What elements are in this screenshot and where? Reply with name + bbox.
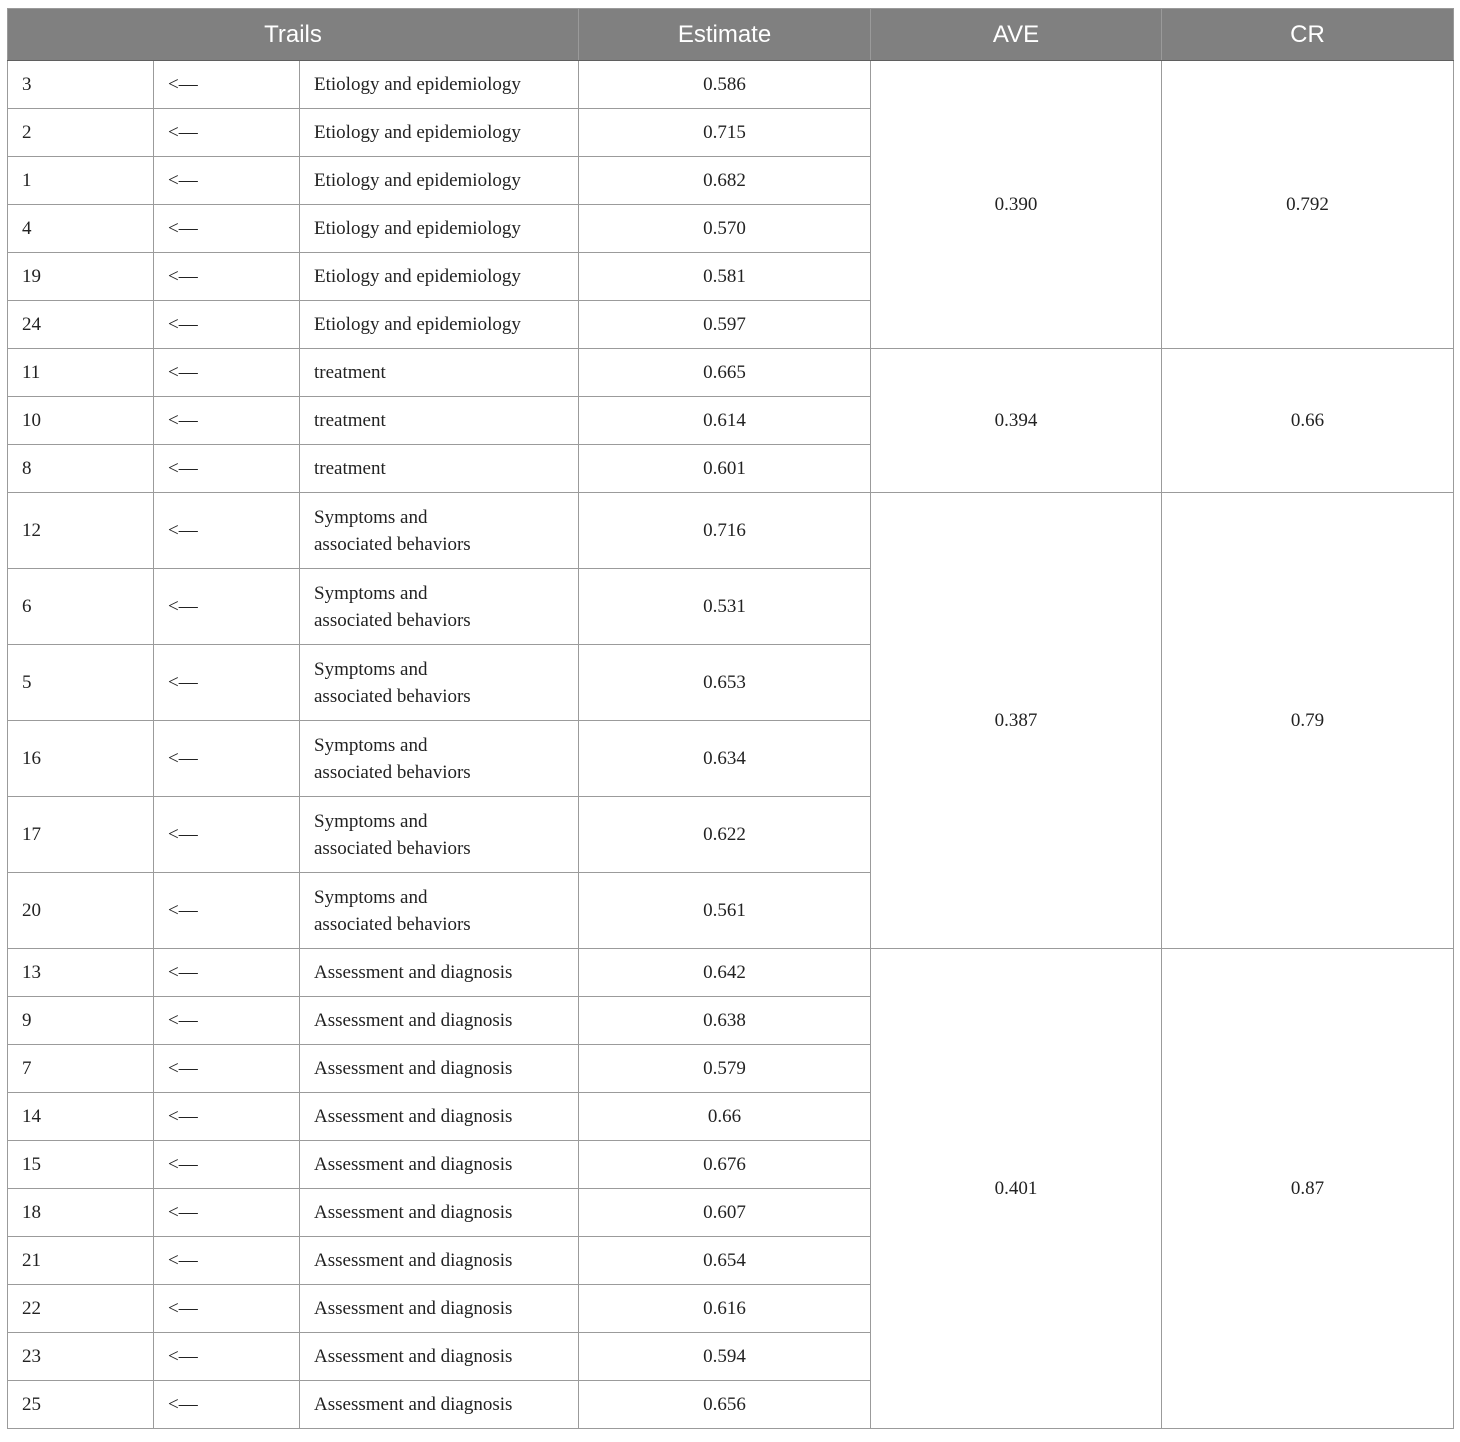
factor-name-cell: treatment <box>300 349 579 397</box>
item-number-cell: 8 <box>8 445 154 493</box>
factor-name-cell: Symptoms and associated behaviors <box>300 721 579 797</box>
item-number-cell: 19 <box>8 253 154 301</box>
factor-name-cell: treatment <box>300 445 579 493</box>
factor-name-cell: Assessment and diagnosis <box>300 1237 579 1285</box>
estimate-cell: 0.531 <box>579 569 871 645</box>
path-arrow-cell: <— <box>154 301 300 349</box>
table-row <box>8 949 1454 997</box>
ave-cell: 0.401 <box>871 949 1162 1429</box>
header-trails: Trails <box>8 9 579 61</box>
path-arrow-cell: <— <box>154 1093 300 1141</box>
item-number-cell: 6 <box>8 569 154 645</box>
path-arrow-cell: <— <box>154 949 300 997</box>
cr-cell: 0.66 <box>1162 349 1454 493</box>
path-arrow-cell: <— <box>154 873 300 949</box>
estimate-cell: 0.614 <box>579 397 871 445</box>
cfa-results-table <box>7 8 1454 1429</box>
item-number-cell: 1 <box>8 157 154 205</box>
estimate-cell: 0.716 <box>579 493 871 569</box>
estimate-cell: 0.665 <box>579 349 871 397</box>
estimate-cell: 0.586 <box>579 61 871 109</box>
estimate-cell: 0.634 <box>579 721 871 797</box>
factor-name-cell: Etiology and epidemiology <box>300 109 579 157</box>
header-estimate: Estimate <box>579 9 871 61</box>
estimate-cell: 0.581 <box>579 253 871 301</box>
path-arrow-cell: <— <box>154 1285 300 1333</box>
factor-name-cell: Symptoms and associated behaviors <box>300 645 579 721</box>
ave-cell: 0.387 <box>871 493 1162 949</box>
factor-name-cell: Etiology and epidemiology <box>300 301 579 349</box>
path-arrow-cell: <— <box>154 1189 300 1237</box>
item-number-cell: 3 <box>8 61 154 109</box>
estimate-cell: 0.607 <box>579 1189 871 1237</box>
estimate-cell: 0.682 <box>579 157 871 205</box>
item-number-cell: 13 <box>8 949 154 997</box>
factor-name-cell: Symptoms and associated behaviors <box>300 493 579 569</box>
factor-name-cell: Assessment and diagnosis <box>300 1285 579 1333</box>
item-number-cell: 12 <box>8 493 154 569</box>
path-arrow-cell: <— <box>154 253 300 301</box>
cr-cell: 0.792 <box>1162 61 1454 349</box>
item-number-cell: 16 <box>8 721 154 797</box>
factor-name-cell: Etiology and epidemiology <box>300 61 579 109</box>
path-arrow-cell: <— <box>154 1045 300 1093</box>
estimate-cell: 0.653 <box>579 645 871 721</box>
estimate-cell: 0.715 <box>579 109 871 157</box>
path-arrow-cell: <— <box>154 569 300 645</box>
path-arrow-cell: <— <box>154 205 300 253</box>
estimate-cell: 0.570 <box>579 205 871 253</box>
table-row <box>8 349 1454 397</box>
table-body <box>8 61 1454 1429</box>
path-arrow-cell: <— <box>154 721 300 797</box>
cr-cell: 0.87 <box>1162 949 1454 1429</box>
table-row <box>8 61 1454 109</box>
path-arrow-cell: <— <box>154 997 300 1045</box>
path-arrow-cell: <— <box>154 109 300 157</box>
estimate-cell: 0.638 <box>579 997 871 1045</box>
item-number-cell: 23 <box>8 1333 154 1381</box>
path-arrow-cell: <— <box>154 397 300 445</box>
item-number-cell: 25 <box>8 1381 154 1429</box>
path-arrow-cell: <— <box>154 445 300 493</box>
factor-name-cell: Assessment and diagnosis <box>300 997 579 1045</box>
factor-name-cell: Symptoms and associated behaviors <box>300 873 579 949</box>
estimate-cell: 0.594 <box>579 1333 871 1381</box>
header-row <box>8 9 1454 61</box>
path-arrow-cell: <— <box>154 1381 300 1429</box>
path-arrow-cell: <— <box>154 493 300 569</box>
factor-name-cell: Assessment and diagnosis <box>300 1189 579 1237</box>
factor-name-cell: Symptoms and associated behaviors <box>300 569 579 645</box>
factor-name-cell: Assessment and diagnosis <box>300 1093 579 1141</box>
path-arrow-cell: <— <box>154 645 300 721</box>
estimate-cell: 0.597 <box>579 301 871 349</box>
factor-name-cell: treatment <box>300 397 579 445</box>
factor-name-cell: Etiology and epidemiology <box>300 253 579 301</box>
factor-name-cell: Etiology and epidemiology <box>300 205 579 253</box>
item-number-cell: 18 <box>8 1189 154 1237</box>
item-number-cell: 10 <box>8 397 154 445</box>
item-number-cell: 2 <box>8 109 154 157</box>
cr-cell: 0.79 <box>1162 493 1454 949</box>
path-arrow-cell: <— <box>154 349 300 397</box>
factor-name-cell: Assessment and diagnosis <box>300 1333 579 1381</box>
item-number-cell: 24 <box>8 301 154 349</box>
header-cr: CR <box>1162 9 1454 61</box>
factor-name-cell: Assessment and diagnosis <box>300 949 579 997</box>
estimate-cell: 0.642 <box>579 949 871 997</box>
ave-cell: 0.394 <box>871 349 1162 493</box>
factor-name-cell: Assessment and diagnosis <box>300 1045 579 1093</box>
path-arrow-cell: <— <box>154 1333 300 1381</box>
table-row <box>8 493 1454 569</box>
item-number-cell: 22 <box>8 1285 154 1333</box>
estimate-cell: 0.601 <box>579 445 871 493</box>
path-arrow-cell: <— <box>154 1237 300 1285</box>
item-number-cell: 9 <box>8 997 154 1045</box>
factor-name-cell: Assessment and diagnosis <box>300 1141 579 1189</box>
estimate-cell: 0.656 <box>579 1381 871 1429</box>
header-ave: AVE <box>871 9 1162 61</box>
item-number-cell: 7 <box>8 1045 154 1093</box>
path-arrow-cell: <— <box>154 157 300 205</box>
estimate-cell: 0.622 <box>579 797 871 873</box>
item-number-cell: 20 <box>8 873 154 949</box>
factor-name-cell: Symptoms and associated behaviors <box>300 797 579 873</box>
item-number-cell: 15 <box>8 1141 154 1189</box>
path-arrow-cell: <— <box>154 1141 300 1189</box>
item-number-cell: 21 <box>8 1237 154 1285</box>
estimate-cell: 0.616 <box>579 1285 871 1333</box>
path-arrow-cell: <— <box>154 797 300 873</box>
item-number-cell: 5 <box>8 645 154 721</box>
estimate-cell: 0.676 <box>579 1141 871 1189</box>
factor-name-cell: Etiology and epidemiology <box>300 157 579 205</box>
ave-cell: 0.390 <box>871 61 1162 349</box>
factor-name-cell: Assessment and diagnosis <box>300 1381 579 1429</box>
estimate-cell: 0.579 <box>579 1045 871 1093</box>
path-arrow-cell: <— <box>154 61 300 109</box>
estimate-cell: 0.654 <box>579 1237 871 1285</box>
estimate-cell: 0.561 <box>579 873 871 949</box>
item-number-cell: 4 <box>8 205 154 253</box>
estimate-cell: 0.66 <box>579 1093 871 1141</box>
item-number-cell: 11 <box>8 349 154 397</box>
item-number-cell: 14 <box>8 1093 154 1141</box>
item-number-cell: 17 <box>8 797 154 873</box>
